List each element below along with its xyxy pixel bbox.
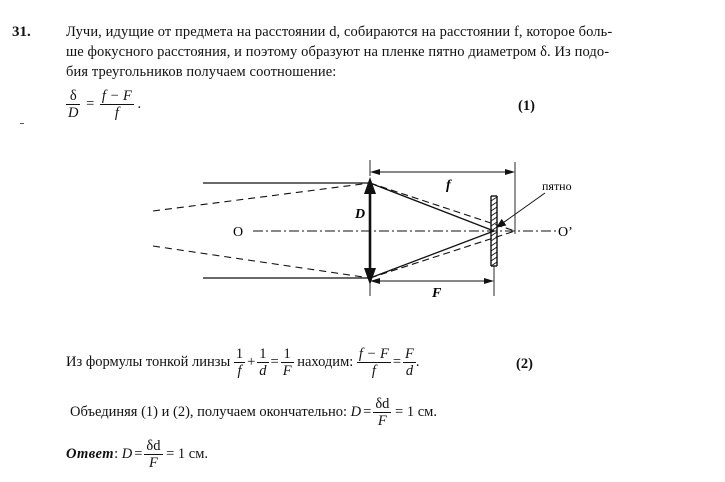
answer-num: δd bbox=[146, 438, 161, 454]
eq2-t2-den: d bbox=[259, 363, 267, 379]
answer-fraction bbox=[144, 438, 162, 471]
eq2-r2-num: F bbox=[405, 346, 414, 362]
eq3-result: = 1 см. bbox=[395, 403, 437, 420]
eq2-t2-num: 1 bbox=[259, 346, 267, 362]
eq2-plus: + bbox=[247, 353, 256, 370]
eq1-equals: = bbox=[86, 95, 95, 112]
equation-3 bbox=[70, 396, 437, 429]
eq2-equals: = bbox=[270, 353, 279, 370]
answer-colon: : bbox=[114, 445, 119, 462]
label-F: F bbox=[432, 286, 442, 301]
eq1-lhs-den: D bbox=[68, 105, 79, 121]
text-line-3: бия треугольников получаем соотношение: bbox=[66, 64, 337, 80]
answer-den: F bbox=[149, 455, 158, 471]
eq1-rhs-den: f bbox=[114, 105, 119, 121]
answer bbox=[66, 438, 208, 471]
label-O-prime: O’ bbox=[558, 225, 573, 240]
eq2-tail: . bbox=[415, 353, 420, 370]
eq2-intro: Из формулы тонкой линзы bbox=[66, 353, 231, 370]
text-line-2: ше фокусного расстояния, и поэтому образуют на пленке пятно диаметром δ. Из подо- bbox=[66, 44, 610, 60]
label-f: f bbox=[446, 178, 451, 193]
eq1-label: (1) bbox=[518, 98, 535, 114]
eq3-num: δd bbox=[375, 396, 390, 412]
label-O: O bbox=[233, 225, 244, 240]
eq2-result1 bbox=[357, 346, 391, 379]
dashed-ray-top bbox=[370, 183, 515, 231]
text-line-1: Лучи, идущие от предмета на расстоянии d, собираются на расстоянии f, которое боль- bbox=[66, 24, 613, 40]
eq2-t3-num: 1 bbox=[281, 346, 294, 363]
eq2-equals-b: = bbox=[392, 353, 402, 370]
eq2-mid: находим: bbox=[297, 353, 354, 370]
eq2-term1 bbox=[234, 346, 245, 379]
equation-2 bbox=[66, 346, 420, 379]
label-D: D bbox=[355, 207, 366, 222]
answer-result: = 1 см. bbox=[166, 445, 209, 462]
eq3-den: F bbox=[377, 413, 387, 429]
eq2-t1-num: 1 bbox=[235, 346, 244, 362]
eq1-tail: . bbox=[137, 95, 142, 112]
incoming-dashed-top bbox=[153, 183, 370, 211]
answer-equals: = bbox=[134, 445, 143, 462]
eq2-label: (2) bbox=[516, 356, 533, 372]
eq2-r2-den: d bbox=[405, 363, 414, 379]
eq2-result2 bbox=[403, 346, 416, 379]
eq2-r1-den: f bbox=[371, 363, 376, 379]
answer-label: Ответ bbox=[66, 445, 115, 462]
problem-number: 31. bbox=[12, 24, 31, 40]
spot-pointer bbox=[500, 193, 545, 225]
converging-ray-bottom bbox=[370, 231, 494, 278]
eq2-r1-num: f − F bbox=[358, 346, 389, 362]
eq3-equals: = bbox=[363, 403, 372, 420]
eq2-t3-den: F bbox=[282, 363, 292, 379]
label-spot: пятно bbox=[542, 179, 572, 193]
converging-ray-top bbox=[370, 183, 494, 231]
eq3-var: D bbox=[350, 403, 362, 420]
eq1-rhs-num: f − F bbox=[101, 88, 132, 104]
lens-arrow-top bbox=[364, 177, 376, 194]
incoming-dashed-bottom bbox=[153, 246, 370, 278]
eq1-lhs-num: δ bbox=[66, 88, 80, 105]
eq2-term3 bbox=[281, 346, 294, 379]
eq3-intro: Объединяя (1) и (2), получаем окончательно: bbox=[70, 403, 348, 420]
eq3-fraction bbox=[373, 396, 391, 429]
answer-var: D bbox=[121, 445, 133, 462]
eq2-term2 bbox=[257, 346, 268, 379]
eq2-t1-den: f bbox=[237, 363, 242, 379]
